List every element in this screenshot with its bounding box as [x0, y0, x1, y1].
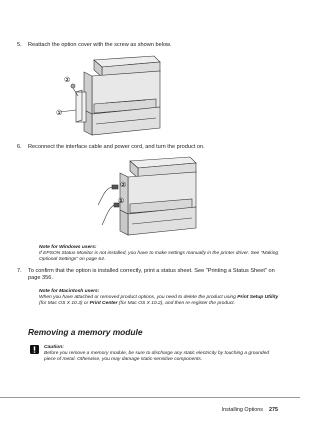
printer-option-cover-illustration	[56, 52, 166, 137]
print-center-term: Print Center	[89, 301, 118, 307]
step-number: 6.	[17, 144, 22, 150]
note-text: (for Mac OS X 10.2), and then re-register the product.	[117, 301, 235, 307]
note-text: When you have attached or removed product options, you need to delete the product using	[39, 295, 236, 301]
note-body: If EPSON Status Monitor is not installed, you have to make settings manually in the printer driver. See "Making Optional Settings" on page 64.	[39, 251, 279, 263]
step-text: Reattach the option cover with the screw as shown below.	[28, 42, 172, 48]
callout-1: ①	[118, 197, 125, 205]
note-title: Note for Windows users:	[39, 245, 97, 250]
callout-2: ②	[120, 181, 127, 189]
step-text: Reconnect the interface cable and power cord, and turn the product on.	[28, 144, 205, 150]
caution-icon	[30, 345, 39, 354]
printer-cable-connection-illustration	[96, 155, 206, 237]
callout-2: ②	[64, 76, 71, 84]
page-number: 275	[269, 407, 278, 413]
page-footer	[222, 407, 278, 413]
print-setup-utility-term: Print Setup Utility	[237, 295, 279, 301]
step-number: 5.	[17, 42, 22, 48]
step-number: 7.	[17, 268, 22, 274]
note-windows	[39, 245, 279, 264]
step-7	[17, 268, 278, 282]
note-title: Note for Macintosh users:	[39, 289, 100, 294]
note-body	[39, 295, 279, 307]
callout-1: ①	[56, 109, 63, 117]
caution-body: Before you remove a memory module, be sure to discharge any static electricity by touching a grounded piece of metal. Otherwise, you may damage static-sensitive components.	[44, 351, 270, 363]
step-text: To confirm that the option is installed correctly, print a status sheet. See "Printing a Status Sheet" on page 356.	[28, 268, 275, 282]
section-heading: Removing a memory module	[28, 327, 143, 337]
step-5	[17, 42, 278, 49]
step-6	[17, 144, 278, 151]
caution-box	[44, 345, 280, 364]
footer-chapter: Installing Options	[221, 407, 263, 413]
note-text: (for Mac OS X 10.3) or	[39, 301, 90, 307]
caution-title: Caution:	[44, 345, 64, 350]
footer-divider	[0, 397, 300, 398]
note-macintosh	[39, 289, 279, 308]
